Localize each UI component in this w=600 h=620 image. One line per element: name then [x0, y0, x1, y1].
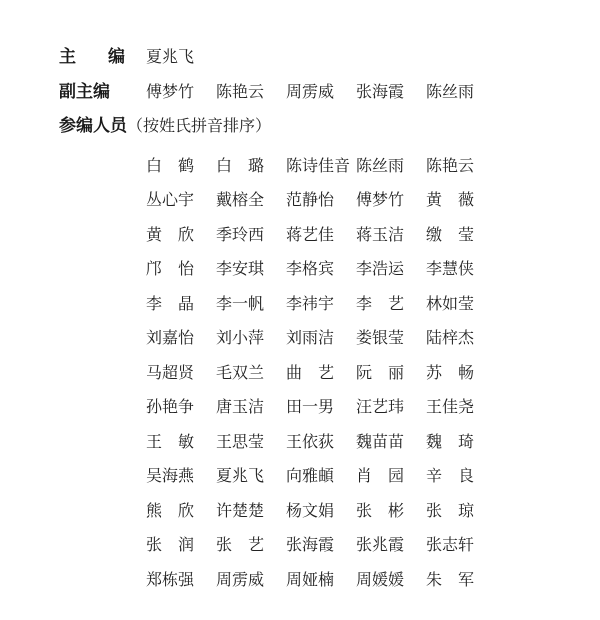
contributor-name: 刘雨洁	[286, 328, 335, 348]
contributors-label: 参编人员	[59, 116, 127, 136]
contributors-grid	[146, 147, 496, 596]
contributor-name: 向雅頔	[286, 466, 335, 486]
contributor-name: 周娅楠	[286, 569, 335, 589]
associate-editor-name: 张海霞	[356, 82, 405, 101]
contributor-name: 孙艳争	[146, 397, 195, 417]
contributor-name: 王敏	[146, 431, 211, 451]
contributor-name: 范静怡	[286, 190, 335, 210]
contributor-name: 周雳威	[216, 569, 265, 589]
contributor-name: 缴莹	[426, 224, 491, 244]
contributor-name: 陈丝雨	[356, 155, 405, 175]
contributor-name: 毛双兰	[216, 362, 265, 382]
contributor-name: 白鹤	[146, 155, 211, 175]
chief-editor-row	[59, 42, 216, 67]
contributor-name: 朱军	[426, 569, 491, 589]
contributors-row	[146, 147, 496, 182]
contributor-name: 杨文娟	[286, 500, 335, 520]
contributor-name: 田一男	[286, 397, 335, 417]
contributors-row	[146, 389, 496, 424]
contributor-name: 戴榕全	[216, 190, 265, 210]
contributor-name: 曲艺	[286, 362, 351, 382]
contributor-name: 李艺	[356, 293, 421, 313]
contributor-name: 张兆霞	[356, 535, 405, 555]
associate-editors-label: 副主编	[59, 82, 110, 102]
contributors-sort-note: （按姓氏拼音排序）	[127, 116, 272, 135]
contributor-name: 李格宾	[286, 259, 335, 279]
contributor-name: 李晶	[146, 293, 211, 313]
contributor-name: 丛心宇	[146, 190, 195, 210]
contributors-row	[146, 251, 496, 286]
contributors-row	[146, 182, 496, 217]
associate-editor-name: 陈丝雨	[426, 82, 475, 101]
contributor-name: 夏兆飞	[216, 466, 265, 486]
chief-editor-label	[59, 42, 145, 67]
contributors-row	[146, 354, 496, 389]
contributor-name: 张海霞	[286, 535, 335, 555]
contributors-heading-row	[59, 111, 271, 136]
contributor-name: 傅梦竹	[356, 190, 405, 210]
contributor-name: 李一帆	[216, 293, 265, 313]
contributors-row	[146, 285, 496, 320]
contributor-name: 陈艳云	[426, 155, 475, 175]
contributor-name: 李慧侠	[426, 259, 475, 279]
contributor-name: 魏苗苗	[356, 431, 405, 451]
contributor-name: 王思莹	[216, 431, 265, 451]
contributor-name: 刘小萍	[216, 328, 265, 348]
contributor-name: 肖园	[356, 466, 421, 486]
associate-editor-name: 陈艳云	[216, 82, 265, 101]
contributors-row	[146, 423, 496, 458]
contributor-name: 李浩运	[356, 259, 405, 279]
contributors-row	[146, 561, 496, 596]
contributors-row	[146, 320, 496, 355]
contributors-row	[146, 458, 496, 493]
associate-editors-row	[59, 77, 496, 102]
chief-editor-label-text: 主编	[59, 47, 125, 67]
contributor-name: 黄欣	[146, 224, 211, 244]
contributor-name: 林如莹	[426, 293, 475, 313]
contributors-row	[146, 527, 496, 562]
contributor-name: 熊欣	[146, 500, 211, 520]
contributor-name: 唐玉洁	[216, 397, 265, 417]
contributor-name: 季玲西	[216, 224, 265, 244]
contributor-name: 许楚楚	[216, 500, 265, 520]
chief-editor-names	[146, 44, 216, 67]
chief-editor-name: 夏兆飞	[146, 47, 195, 66]
contributor-name: 郑栋强	[146, 569, 195, 589]
contributor-name: 张润	[146, 535, 211, 555]
contributor-name: 刘嘉怡	[146, 328, 195, 348]
contributor-name: 蒋玉洁	[356, 224, 405, 244]
contributor-name: 马超贤	[146, 362, 195, 382]
associate-editor-name: 傅梦竹	[146, 82, 195, 101]
contributor-name: 张彬	[356, 500, 421, 520]
contributor-name: 魏琦	[426, 431, 491, 451]
contributor-name: 黄薇	[426, 190, 491, 210]
contributor-name: 蒋艺佳	[286, 224, 335, 244]
contributor-name: 吴海燕	[146, 466, 195, 486]
contributor-name: 周媛媛	[356, 569, 405, 589]
contributor-name: 张艺	[216, 535, 281, 555]
contributor-name: 陆梓杰	[426, 328, 475, 348]
contributor-name: 李祎宇	[286, 293, 335, 313]
contributor-name: 张琼	[426, 500, 491, 520]
contributor-name: 娄银莹	[356, 328, 405, 348]
contributors-row	[146, 492, 496, 527]
contributor-name: 邝怡	[146, 259, 211, 279]
contributor-name: 张志轩	[426, 535, 475, 555]
contributors-row	[146, 216, 496, 251]
contributor-name: 辛良	[426, 466, 491, 486]
contributor-name: 苏畅	[426, 362, 491, 382]
contributor-name: 陈诗佳音	[286, 155, 351, 175]
contributor-name: 王佳尧	[426, 397, 475, 417]
contributor-name: 王依荻	[286, 431, 335, 451]
contributor-name: 汪艺玮	[356, 397, 405, 417]
contributor-name: 李安琪	[216, 259, 265, 279]
contributor-name: 白璐	[216, 155, 281, 175]
associate-editors-names	[146, 79, 496, 102]
contributor-name: 阮丽	[356, 362, 421, 382]
chief-editor-label-last-char: 编	[108, 47, 125, 67]
associate-editor-name: 周雳威	[286, 82, 335, 101]
